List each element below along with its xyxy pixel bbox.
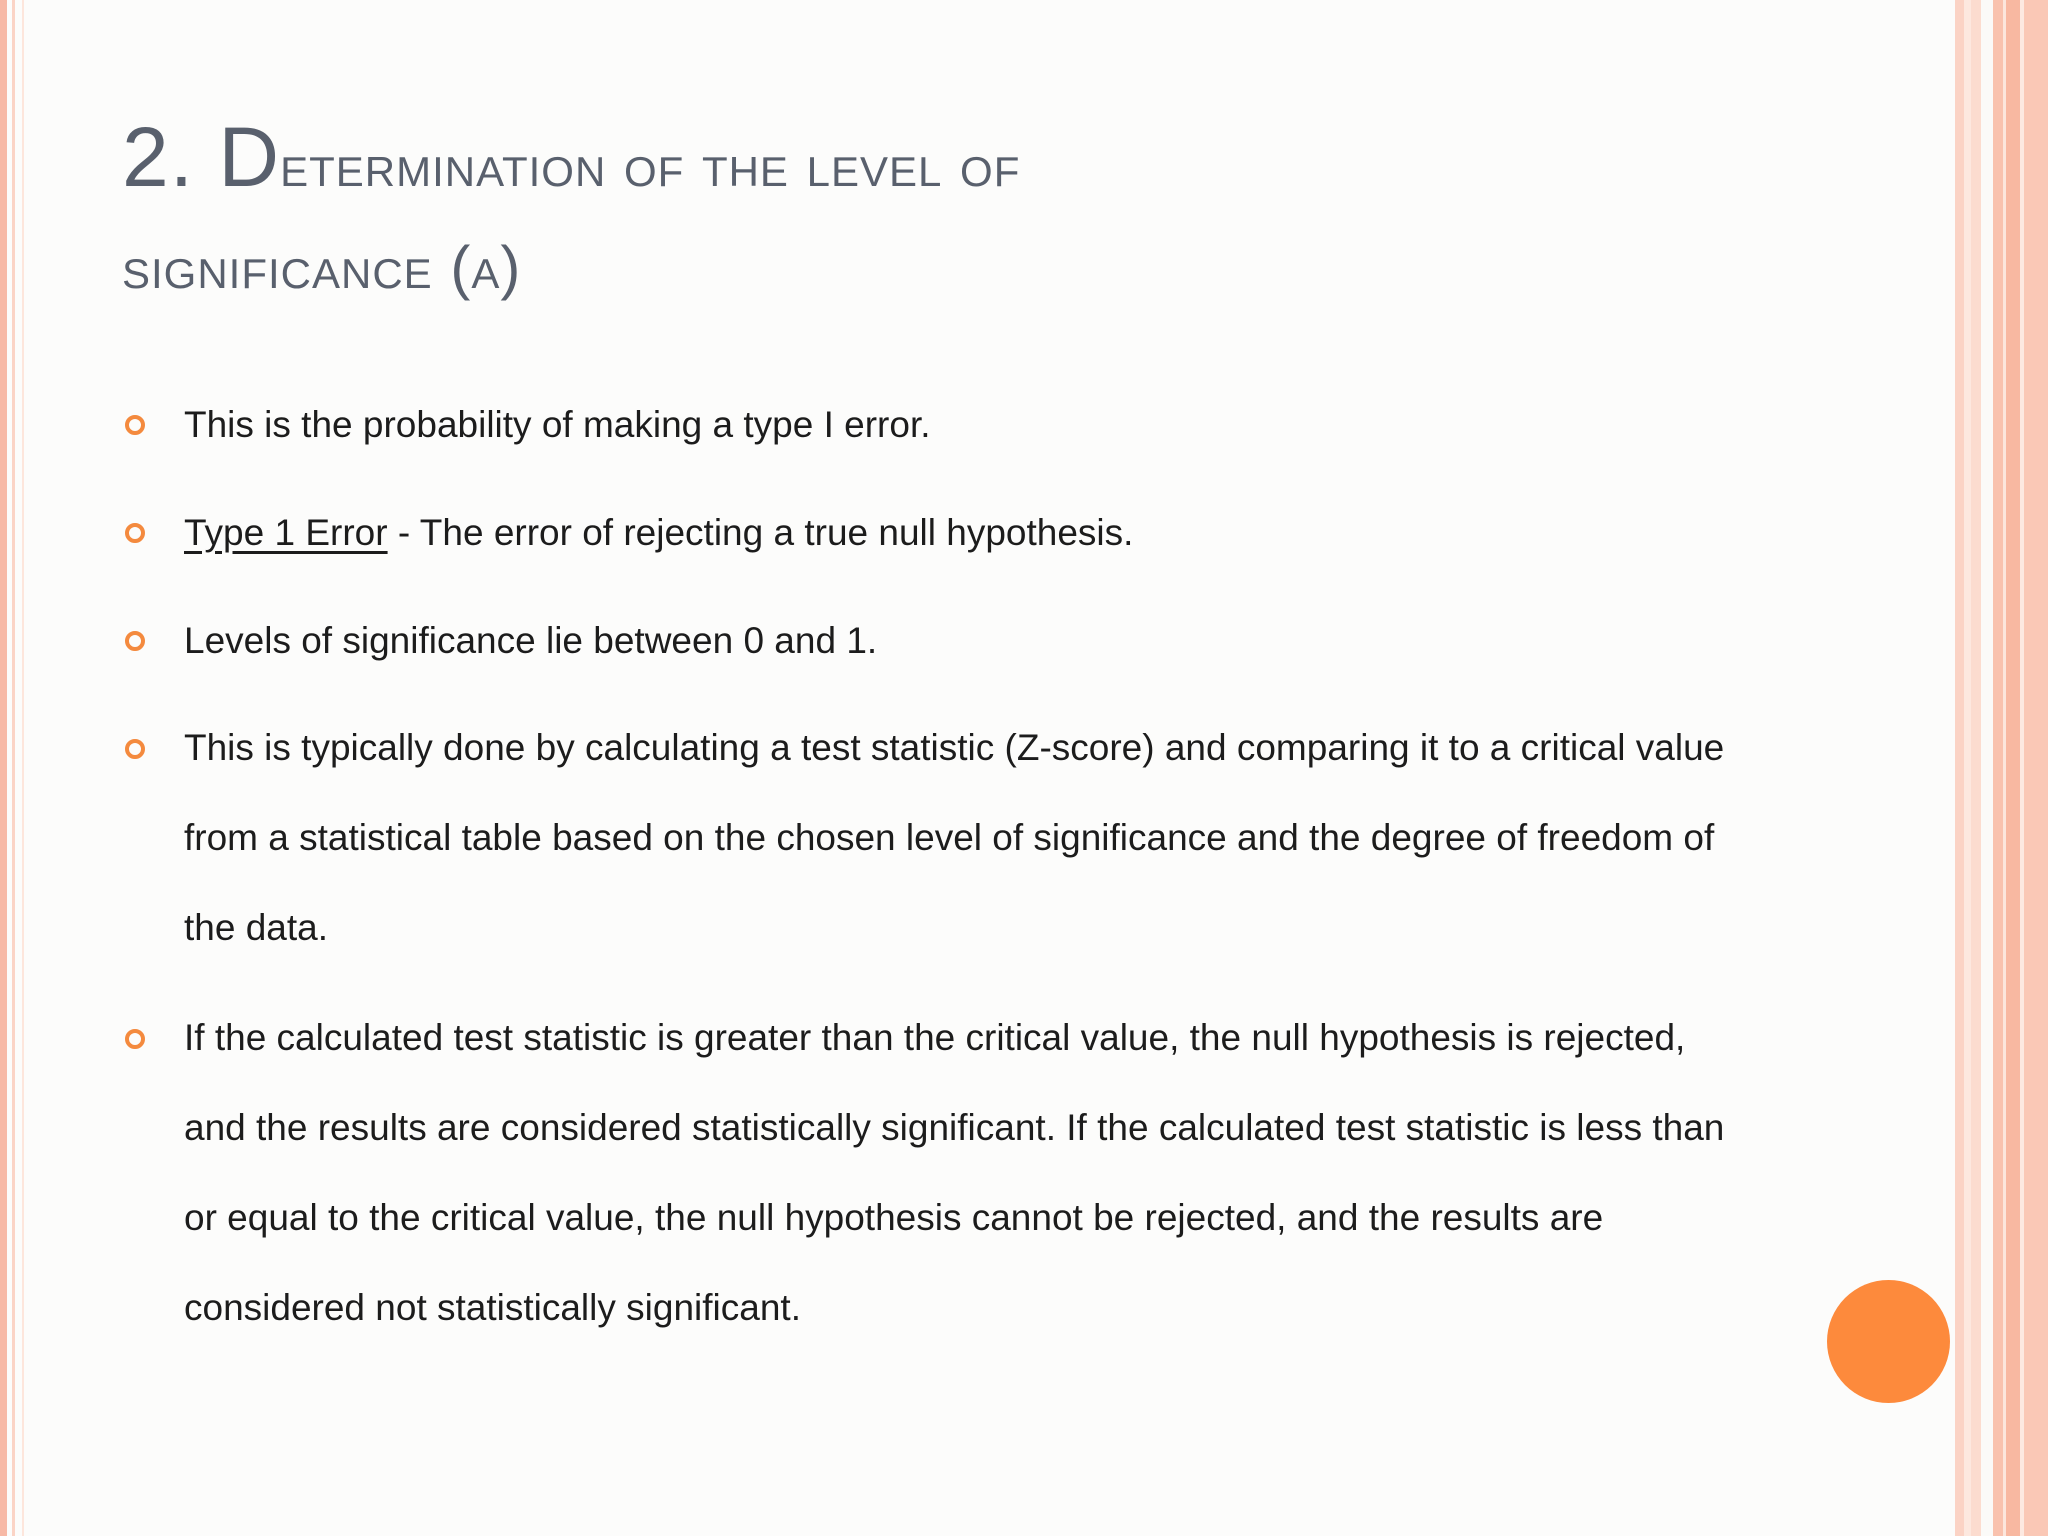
bullet-item: If the calculated test statistic is greater than the critical value, the null hypothesis is rejected, and the results are considered statistically significant. If the calculated test statistic is less than or equal to the critical value, the null hypothesis cannot be rejected, and the results are considered not statistically significant. <box>184 1017 1725 1328</box>
type-1-error-term: Type 1 Error <box>184 512 388 553</box>
bullet-ring-icon <box>125 631 145 651</box>
bullet-ring-icon <box>125 523 145 543</box>
type-1-error-definition: - The error of rejecting a true null hypothesis. <box>387 512 1134 553</box>
orange-circle-decoration <box>1827 1280 1950 1403</box>
bullet-ring-icon <box>125 1029 145 1049</box>
title-line-1: etermination of the level of <box>280 132 1021 199</box>
bullet-ring-icon <box>125 415 145 435</box>
title-line-2: significance (a) <box>122 234 522 301</box>
bullet-item: This is the probability of making a type I error. <box>184 404 931 445</box>
bullet-item: Levels of significance lie between 0 and 1. <box>184 620 878 661</box>
bullet-item <box>184 511 1744 555</box>
bullet-ring-icon <box>125 739 145 759</box>
title-number-prefix: 2. D <box>122 110 281 204</box>
bullet-item: This is typically done by calculating a test statistic (Z-score) and comparing it to a critical value from a statistical table based on the chosen level of significance and the degree of freedom of the data. <box>184 727 1725 948</box>
